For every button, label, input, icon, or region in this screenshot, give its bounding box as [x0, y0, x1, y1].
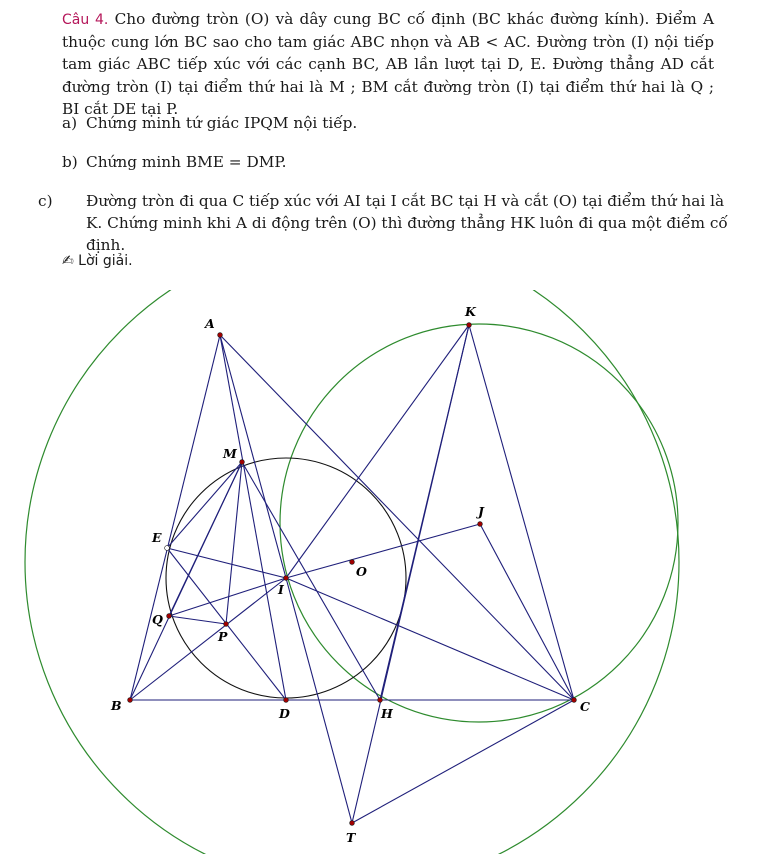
label-C: C — [580, 699, 590, 714]
point-O — [350, 560, 355, 565]
segment-IK — [286, 325, 469, 578]
part-a-label: a) — [62, 114, 78, 132]
part-a — [62, 112, 722, 134]
label-K: K — [465, 304, 476, 319]
point-K — [467, 323, 472, 328]
part-b-label: b) — [62, 153, 78, 171]
segment-MP — [226, 462, 242, 624]
point-J — [478, 522, 483, 527]
problem-statement — [62, 8, 714, 120]
label-A: A — [205, 316, 215, 331]
label-I: I — [278, 582, 284, 597]
segment-MQ — [169, 462, 242, 616]
part-b-text: Chứng minh BME = DMP. — [86, 153, 287, 171]
solution-label: ✍ Lời giải. — [62, 253, 133, 269]
label-Q: Q — [152, 612, 163, 627]
label-M: M — [223, 446, 237, 461]
label-O: O — [356, 564, 367, 579]
point-C — [572, 698, 577, 703]
segment-AB — [130, 335, 220, 700]
label-B: B — [111, 698, 122, 713]
point-M — [240, 460, 245, 465]
geometry-figure — [0, 290, 772, 854]
label-T: T — [346, 830, 356, 845]
segment-AC — [220, 335, 574, 700]
point-A — [218, 333, 223, 338]
label-H: H — [381, 706, 393, 721]
point-I — [284, 576, 289, 581]
point-E — [165, 546, 170, 551]
label-J: J — [478, 504, 484, 519]
segment-QP — [169, 616, 226, 624]
point-H — [378, 698, 383, 703]
segment-BI — [130, 578, 286, 700]
segment-IJ — [286, 524, 480, 578]
part-a-text: Chứng minh tứ giác IPQM nội tiếp. — [86, 114, 358, 132]
point-D — [284, 698, 289, 703]
part-c — [38, 190, 736, 257]
segment-MH — [242, 462, 380, 700]
label-E: E — [152, 530, 162, 545]
point-Q — [167, 614, 172, 619]
point-P — [224, 622, 229, 627]
label-D: D — [279, 706, 290, 721]
point-B — [128, 698, 133, 703]
point-T — [350, 821, 355, 826]
segment-JC — [480, 524, 574, 700]
circle-O — [25, 290, 679, 854]
segment-KC — [469, 325, 574, 700]
part-c-label: c) — [38, 192, 53, 210]
part-b — [62, 151, 722, 173]
segment-IC — [286, 578, 574, 700]
construction-lines — [130, 325, 574, 823]
label-P: P — [218, 629, 228, 644]
part-c-text: Đường tròn đi qua C tiếp xúc với AI tại I cắt BC tại H và cắt (O) tại điểm thứ hai là K. Chứng minh khi A di động trên (O) thì đường thẳng HK luôn đi qua một điểm cố định. — [86, 192, 728, 255]
question-label: Câu 4. — [62, 12, 109, 28]
question-text: Cho đường tròn (O) và dây cung BC cố định (BC khác đường kính). Điểm A thuộc cung lớn BC sao cho tam giác ABC nhọn và AB < AC. Đường tròn (I) nội tiếp tam giác ABC tiếp xúc với các cạnh BC, AB lần lượt tại D, E. Đường thẳng AD cắt đường tròn (I) tại điểm thứ hai là M ; BM cắt đường tròn (I) tại điểm thứ hai là Q ; BI cắt DE tại P. — [62, 10, 714, 118]
segment-AD — [220, 335, 286, 700]
points — [128, 323, 577, 826]
segment-EI — [167, 548, 286, 578]
